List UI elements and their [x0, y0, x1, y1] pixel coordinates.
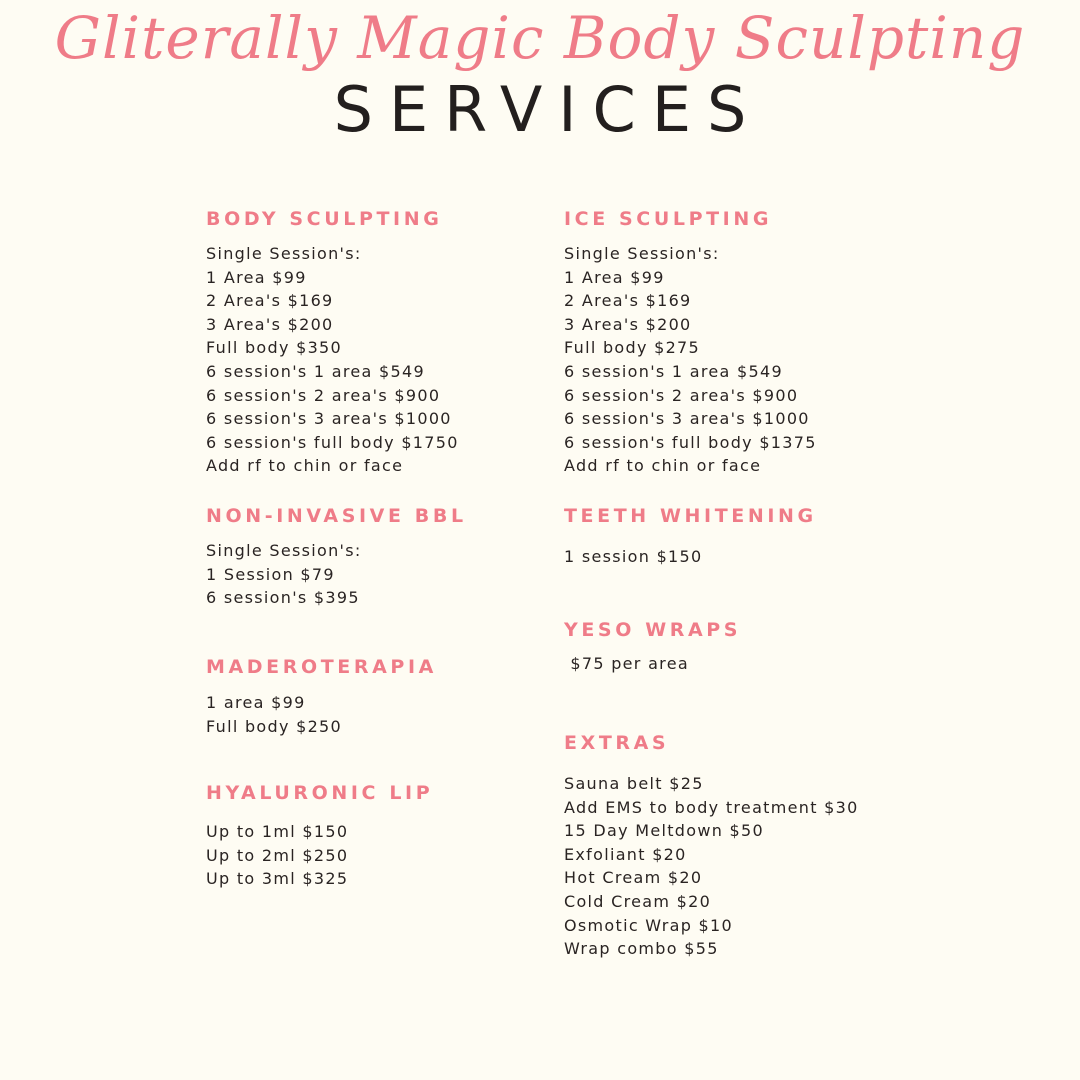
price-item: 6 session's full body $1750 — [206, 432, 459, 452]
price-item: Add rf to chin or face — [206, 456, 404, 476]
price-item: Up to 1ml $150 — [206, 822, 349, 841]
price-item: 3 Area's $200 — [206, 314, 334, 334]
price-item: Up to 3ml $325 — [206, 869, 349, 889]
price-item: 6 session's $395 — [206, 588, 360, 608]
section-heading: HYALURONIC LIP — [206, 782, 434, 804]
price-item: 15 Day Meltdown $50 — [564, 821, 764, 841]
price-list — [564, 652, 904, 676]
price-item: 1 session $150 — [564, 547, 703, 566]
price-list — [206, 820, 546, 891]
price-list — [206, 691, 546, 738]
price-item: Osmotic Wrap $10 — [564, 915, 733, 935]
price-item: Full body $350 — [206, 338, 343, 358]
price-list — [206, 242, 546, 478]
section-heading: TEETH WHITENING — [564, 505, 817, 527]
price-item: Hot Cream $20 — [564, 868, 703, 888]
price-item: 6 session's 3 area's $1000 — [564, 409, 810, 429]
price-item: $75 per area — [564, 654, 689, 673]
price-item: Single Session's: — [206, 244, 362, 263]
section-heading: ICE SCULPTING — [564, 208, 773, 230]
section-maderoterapia — [206, 654, 546, 738]
price-item: 6 session's 3 area's $1000 — [206, 409, 452, 429]
section-teeth-whitening — [564, 503, 904, 569]
price-item: Add rf to chin or face — [564, 456, 762, 476]
price-item: 6 session's full body $1375 — [564, 432, 817, 452]
section-yeso-wraps — [564, 617, 904, 676]
price-list — [564, 242, 904, 478]
price-item: Single Session's: — [564, 244, 720, 263]
price-list — [206, 539, 546, 610]
price-list — [564, 772, 904, 961]
price-item: 2 Area's $169 — [564, 291, 692, 311]
price-item: 6 session's 2 area's $900 — [564, 385, 799, 405]
section-ice-sculpting — [564, 206, 904, 478]
price-item: Full body $275 — [564, 338, 701, 358]
price-item: 1 Area $99 — [206, 267, 307, 287]
section-heading: EXTRAS — [564, 732, 670, 754]
price-item: 6 session's 2 area's $900 — [206, 385, 441, 405]
price-item: Add EMS to body treatment $30 — [564, 797, 859, 817]
price-list — [564, 545, 904, 569]
brand-script-title: Gliterally Magic Body Sculpting — [54, 4, 1026, 72]
price-item: Up to 2ml $250 — [206, 845, 349, 865]
price-item: 3 Area's $200 — [564, 314, 692, 334]
price-item: 6 session's 1 area $549 — [564, 361, 783, 381]
page-title: SERVICES — [333, 73, 763, 146]
price-item: Full body $250 — [206, 716, 343, 736]
price-item: Wrap combo $55 — [564, 939, 719, 959]
section-extras — [564, 730, 904, 961]
price-item: 6 session's 1 area $549 — [206, 361, 425, 381]
section-body-sculpting — [206, 206, 546, 478]
price-item: Cold Cream $20 — [564, 891, 712, 911]
price-item: 1 area $99 — [206, 693, 306, 712]
section-heading: NON-INVASIVE BBL — [206, 505, 467, 527]
price-item: Single Session's: — [206, 541, 362, 560]
section-non-invasive-bbl — [206, 503, 546, 610]
section-hyaluronic-lip — [206, 780, 546, 891]
price-item: Exfoliant $20 — [564, 844, 687, 864]
price-item: 1 Area $99 — [564, 267, 665, 287]
price-item: 1 Session $79 — [206, 564, 335, 584]
section-heading: BODY SCULPTING — [206, 208, 443, 230]
price-item: Sauna belt $25 — [564, 774, 704, 793]
section-heading: MADEROTERAPIA — [206, 656, 437, 678]
price-item: 2 Area's $169 — [206, 291, 334, 311]
section-heading: YESO WRAPS — [564, 619, 742, 641]
